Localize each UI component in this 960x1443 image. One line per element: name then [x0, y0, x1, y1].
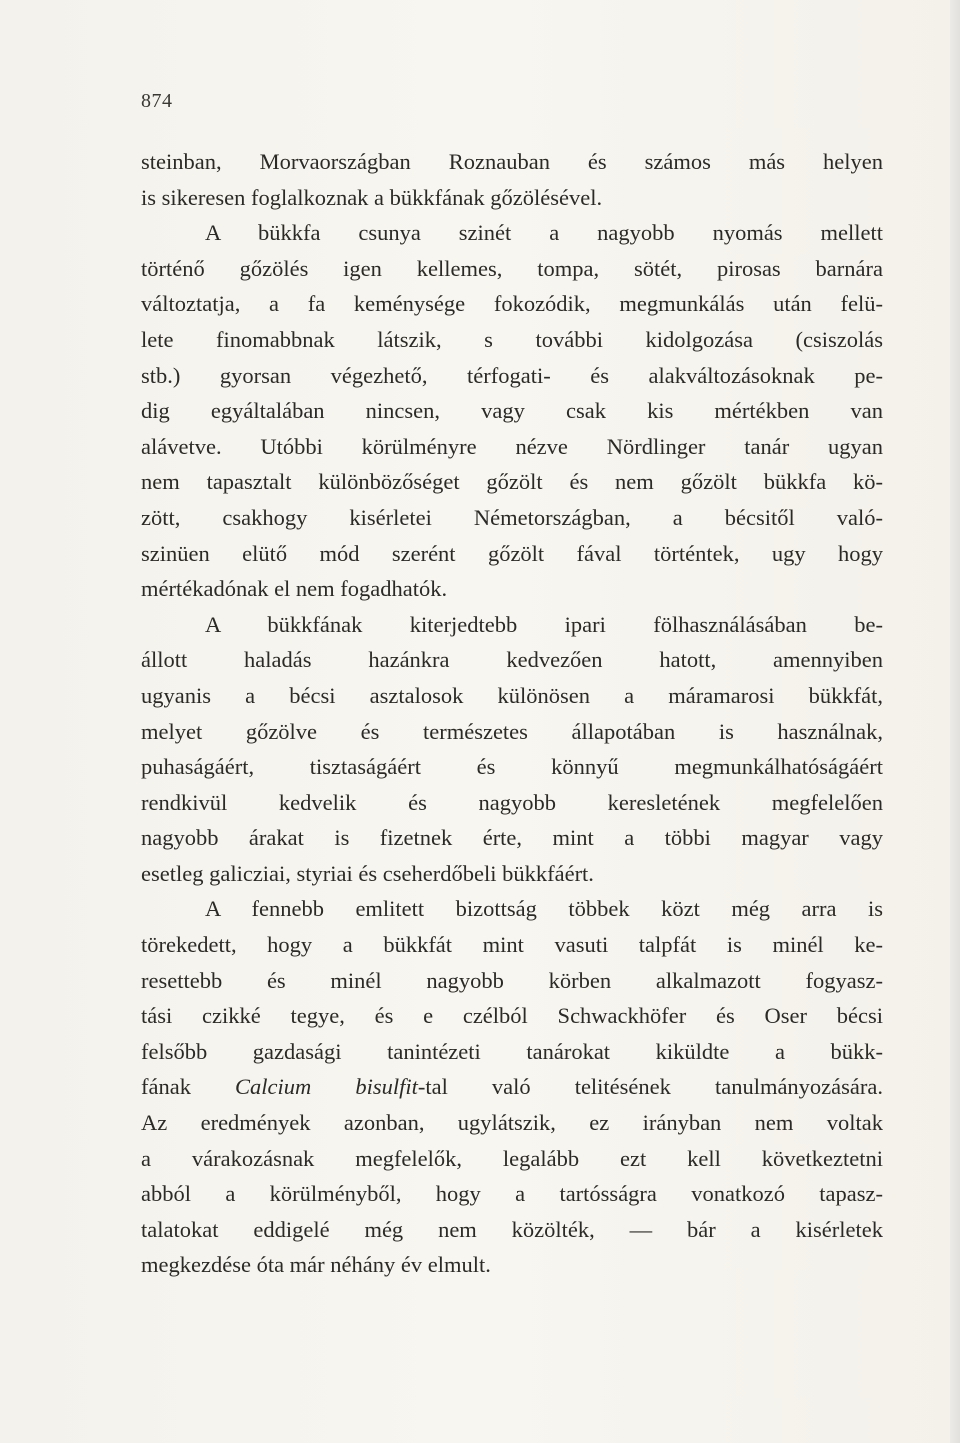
text-line: rendkivül kedvelik és nagyobb keresletének megfelelően — [141, 789, 883, 815]
text-line: resettebb és minél nagyobb körben alkalmazott fogyasz- — [141, 967, 883, 993]
text-line: dig egyáltalában nincsen, vagy csak kis mértékben van — [141, 398, 883, 424]
text-line: változtatja, a fa keménysége fokozódik, megmunkálás után felü- — [141, 291, 883, 317]
text-line: tási czikké tegye, és e czélból Schwackhöfer és Oser bécsi — [141, 1003, 883, 1029]
text-segment: fának — [141, 1074, 236, 1100]
text-line: puhaságáért, tisztaságáért és könnyű megmunkálhatóságáért — [141, 754, 883, 780]
text-line: esetleg galicziai, styriai és cseherdőbeli bükkfáért. — [141, 860, 594, 886]
text-line: A bükkfa csunya szinét a nagyobb nyomás mellett — [205, 220, 883, 246]
text-line-with-italic — [141, 1069, 883, 1105]
text-line: nagyobb árakat is fizetnek érte, mint a többi magyar vagy — [141, 825, 883, 851]
text-line: alávetve. Utóbbi körülményre nézve Nördlinger tanár ugyan — [141, 433, 883, 459]
page-number: 874 — [141, 90, 173, 112]
text-line: történő gőzölés igen kellemes, tompa, sötét, pirosas barnára — [141, 255, 883, 281]
text-line: melyet gőzölve és természetes állapotában is használnak, — [141, 718, 883, 744]
text-line: stb.) gyorsan végezhető, térfogati- és alakváltozásoknak pe- — [141, 362, 883, 388]
text-line: lete finomabbnak látszik, s további kidolgozása (csiszolás — [141, 326, 883, 352]
text-line: A bükkfának kiterjedtebb ipari fölhasználásában be- — [205, 611, 883, 637]
italic-term: Calcium bisulfit — [235, 1074, 418, 1100]
text-line: nem tapasztalt különbözőséget gőzölt és nem gőzölt bükkfa kö- — [141, 469, 883, 495]
text-segment: -tal való telitésének tanulmányozására. — [417, 1074, 883, 1100]
text-line: steinban, Morvaországban Roznauban és számos más helyen — [141, 149, 883, 174]
text-line: A fennebb emlitett bizottság többek közt még arra is — [205, 896, 883, 922]
text-line: mértékadónak el nem fogadhatók. — [141, 576, 448, 602]
text-line: törekedett, hogy a bükkfát mint vasuti talpfát is minél ke- — [141, 932, 883, 958]
body-text — [141, 144, 883, 1283]
text-line: állott haladás hazánkra kedvezően hatott, amennyiben — [141, 647, 883, 673]
text-line: a várakozásnak megfelelők, legalább ezt kell következtetni — [141, 1145, 883, 1171]
text-line: szinüen elütő mód szerént gőzölt fával történtek, ugy hogy — [141, 540, 883, 566]
page-edge-shadow — [950, 0, 960, 1443]
text-line: megkezdése óta már néhány év elmult. — [141, 1252, 491, 1278]
text-line: ugyanis a bécsi asztalosok különösen a máramarosi bükkfát, — [141, 682, 883, 708]
text-line: talatokat eddigelé még nem közölték, — bár a kisérletek — [141, 1216, 883, 1242]
text-line: zött, csakhogy kisérletei Németországban, a bécsitől való- — [141, 504, 883, 530]
text-line: is sikeresen foglalkoznak a bükkfának gőzölésével. — [141, 184, 603, 210]
text-line: abból a körülményből, hogy a tartósságra vonatkozó tapasz- — [141, 1181, 883, 1207]
text-line: felsőbb gazdasági tanintézeti tanárokat kiküldte a bükk- — [141, 1038, 883, 1064]
text-line: Az eredmények azonban, ugylátszik, ez irányban nem voltak — [141, 1110, 883, 1136]
